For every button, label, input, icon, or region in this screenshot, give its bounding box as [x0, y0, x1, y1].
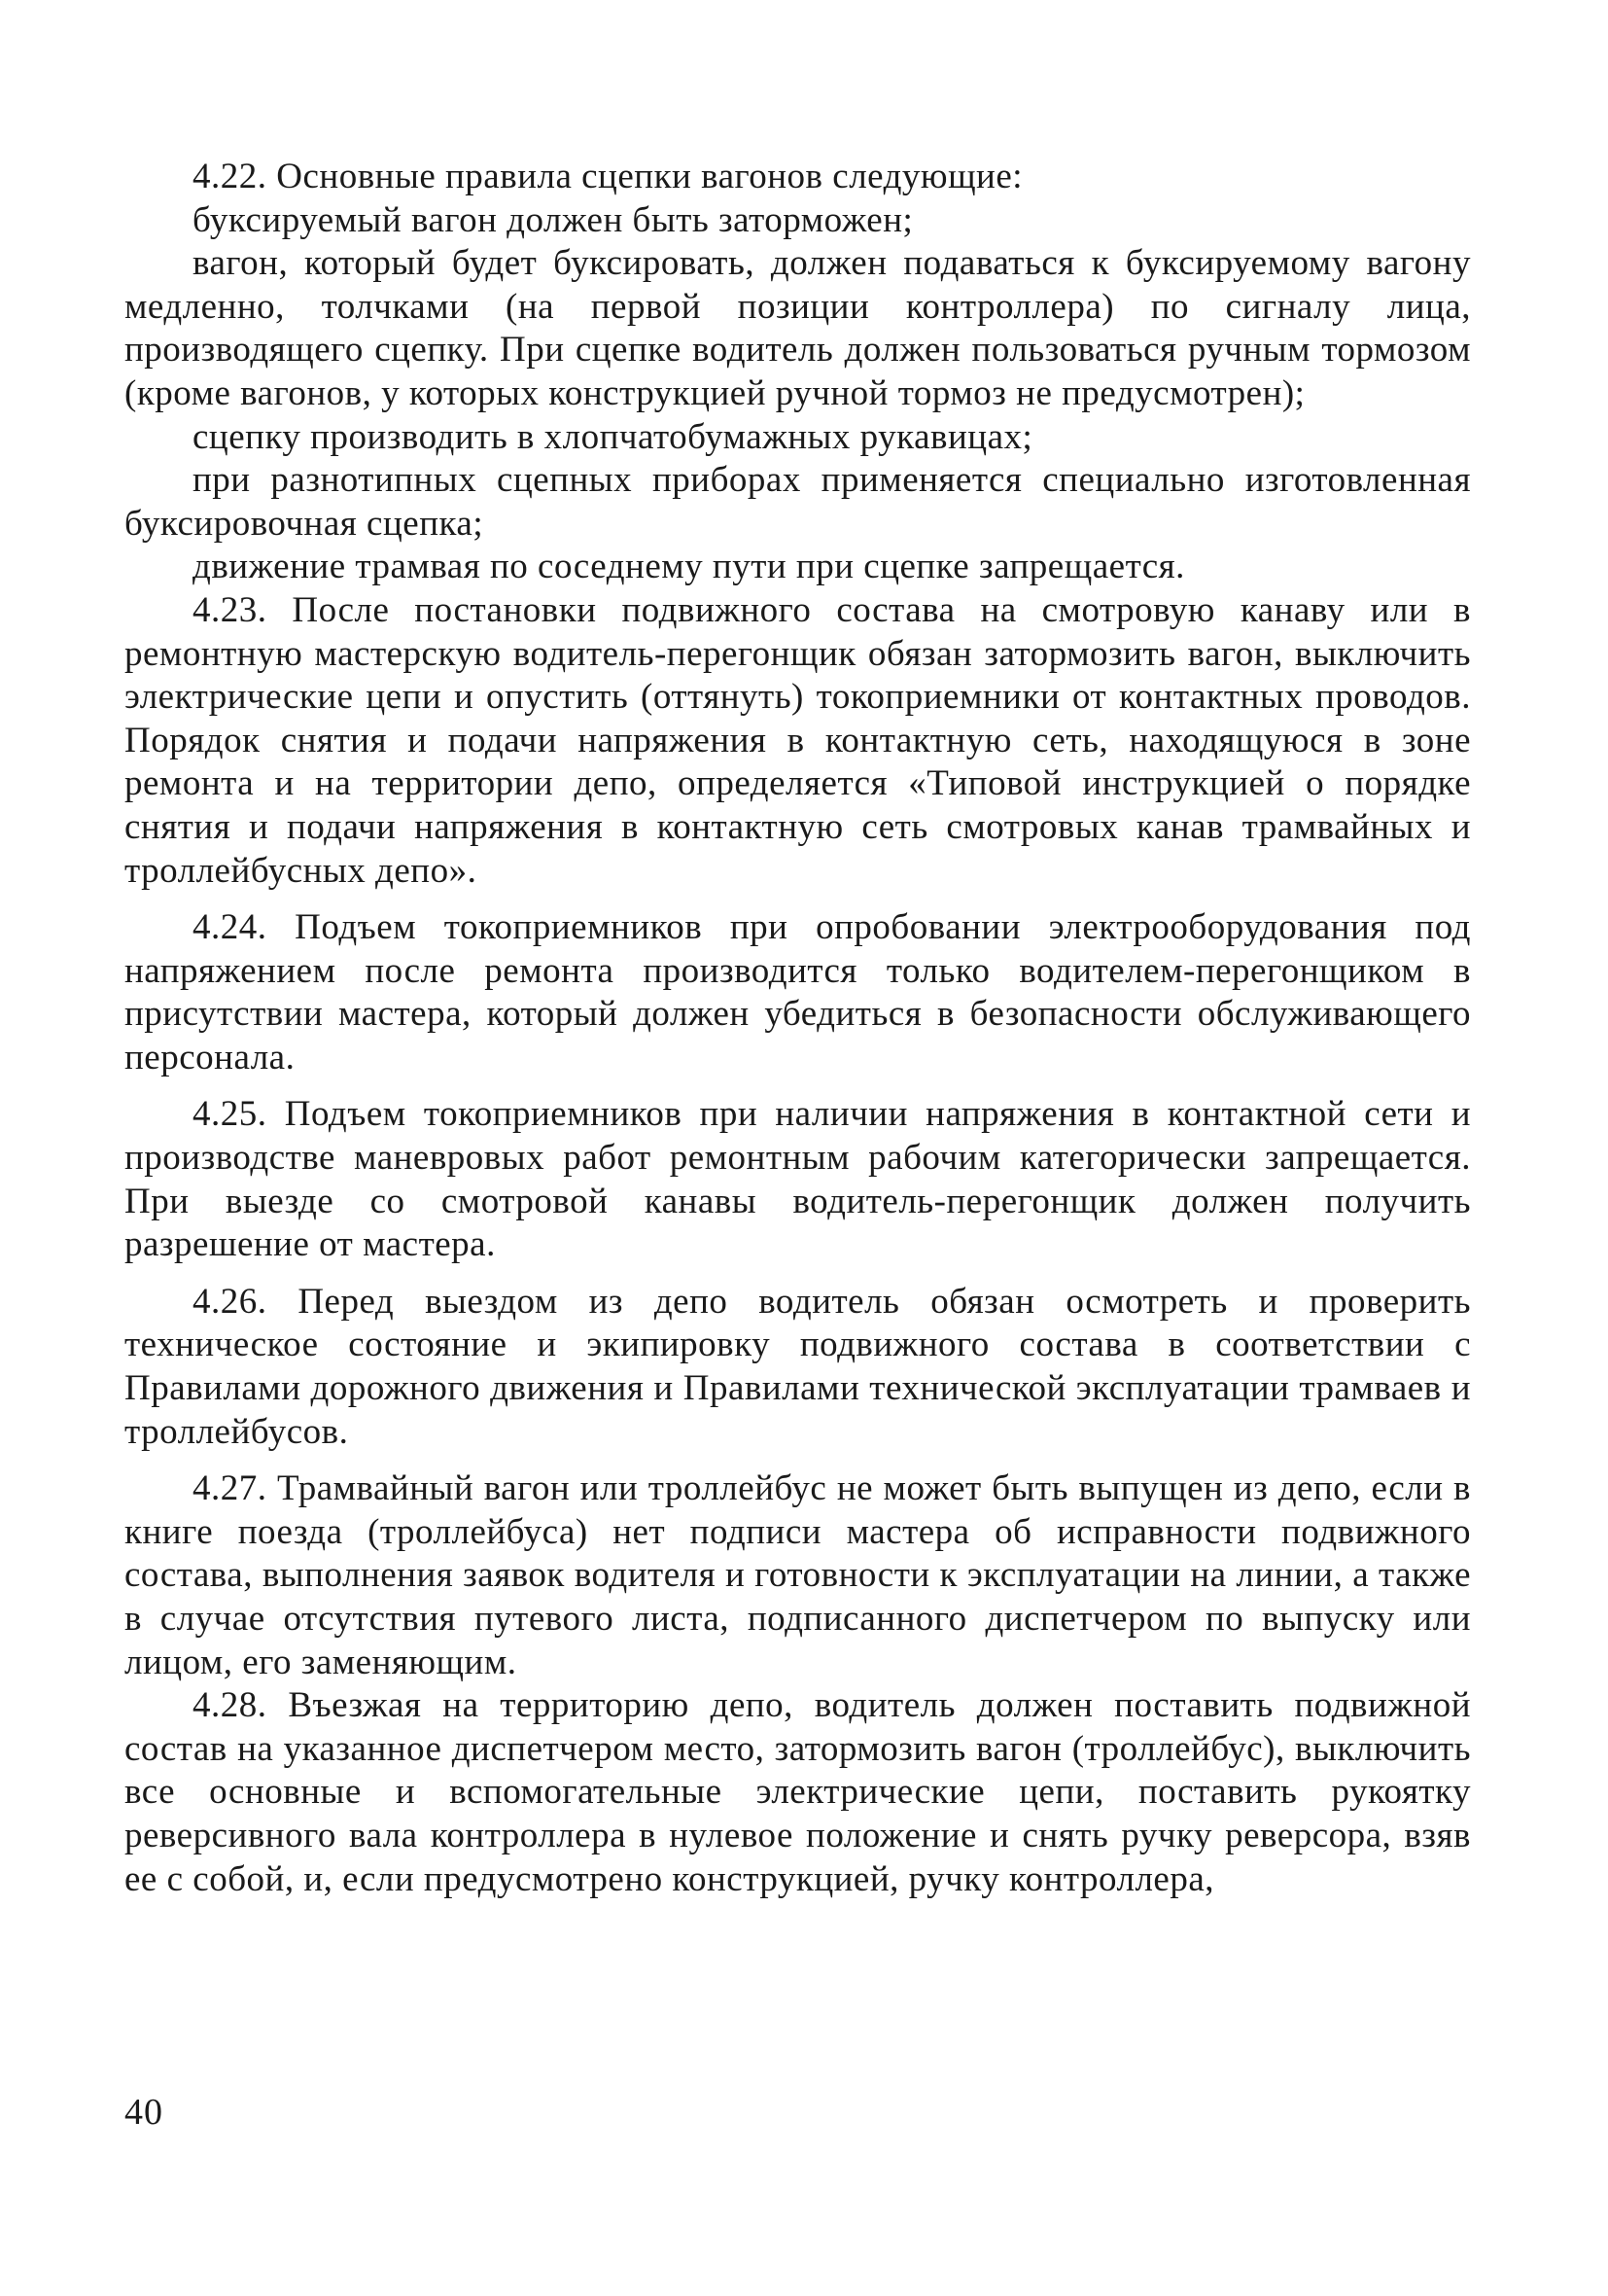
section-4-23-paragraph: 4.23. После постановки подвижного состава на смотровую канаву или в ремонтную мастерскую водитель-перегонщик обязан затормозить вагон, выключить электрические цепи и опустить (оттянуть) токоприемники от контактных проводов. Порядок снятия и подачи напряжения в контактную сеть, находящуюся в зоне ремонта и на территории депо, определяется «Типовой инструкцией о порядке снятия и подачи напряжения в контактную сеть смотровых канав трамвайных и троллейбусных депо».: [124, 589, 1471, 891]
section-4-27-paragraph: 4.27. Трамвайный вагон или троллейбус не может быть выпущен из депо, если в книге поезда (троллейбуса) нет подписи мастера об исправности подвижного состава, выполнения заявок водителя и готовности к эксплуатации на линии, а также в случае отсутствия путевого листа, подписанного диспетчером по выпуску или лицом, его заменяющим.: [124, 1468, 1471, 1682]
section-4-26-paragraph: 4.26. Перед выездом из депо водитель обязан осмотреть и проверить техническое состояние и экипировку подвижного состава в соответствии с Правилами дорожного движения и Правилами технической эксплуатации трамваев и троллейбусов.: [124, 1281, 1471, 1452]
section-4-22-rule-1: буксируемый вагон должен быть заторможен;: [192, 199, 914, 240]
section-4-22-rule-3: сцепку производить в хлопчатобумажных рукавицах;: [192, 416, 1033, 457]
section-4-24-paragraph: 4.24. Подъем токоприемников при опробовании электрооборудования под напряжением после ремонта производится только водителем-перегонщиком в присутствии мастера, который должен убедиться в безопасности обслуживающего персонала.: [124, 907, 1471, 1077]
section-4-22-rule-5: движение трамвая по соседнему пути при сцепке запрещается.: [192, 547, 1185, 587]
document-page: [124, 156, 1471, 1901]
section-4-22-rule-2: вагон, который будет буксировать, должен подаваться к буксируемому вагону медленно, толчками (на первой позиции контроллера) по сигналу лица, производящего сцепку. При сцепке водитель должен пользоваться ручным тормозом (кроме вагонов, у которых конструкцией ручной тормоз не предусмотрен);: [124, 243, 1471, 413]
page-number: 40: [124, 2092, 163, 2133]
section-4-25-paragraph: 4.25. Подъем токоприемников при наличии напряжения в контактной сети и производстве маневровых работ ремонтным рабочим категорически запрещается. При выезде со смотровой канавы водитель-перегонщик должен получить разрешение от мастера.: [124, 1094, 1471, 1265]
section-4-22-rule-4: при разнотипных сцепных приборах применяется специально изготовленная буксировочная сцепка;: [124, 460, 1471, 544]
section-4-22-heading: 4.22. Основные правила сцепки вагонов следующие:: [192, 157, 1024, 196]
section-4-28-paragraph: 4.28. Въезжая на территорию депо, водитель должен поставить подвижной состав на указанное диспетчером место, затормозить вагон (троллейбус), выключить все основные и вспомогательные электрические цепи, поставить рукоятку реверсивного вала контроллера в нулевое положение и снять ручку реверсора, взяв ее с собой, и, если предусмотрено конструкцией, ручку контроллера,: [124, 1685, 1471, 1899]
